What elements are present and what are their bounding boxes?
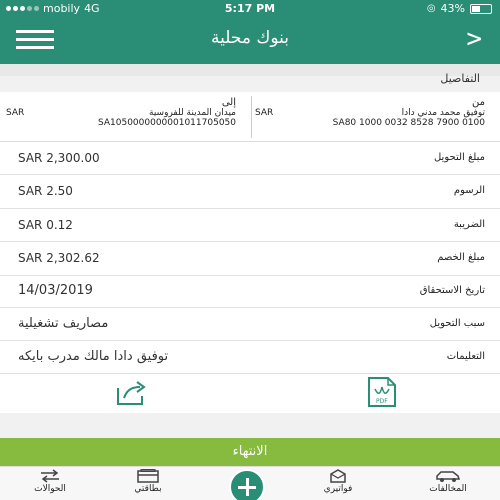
debit-amount-row [0, 242, 500, 276]
fees-value: SAR 2.50 [18, 184, 73, 198]
fees-row [0, 175, 500, 209]
transfer-details-card [0, 92, 500, 413]
due-date-value: 14/03/2019 [18, 283, 93, 298]
tab-my-card-label: بطاقتي [134, 484, 162, 494]
tab-violations[interactable] [408, 469, 488, 494]
transfer-amount-label: مبلغ التحويل [433, 152, 485, 163]
transfer-reason-label: سبب التحويل [429, 318, 485, 329]
bills-icon [327, 469, 349, 483]
card-icon [136, 469, 160, 483]
location-icon: ◎ [426, 3, 436, 14]
party-divider [251, 96, 252, 138]
network-type: 4G [84, 2, 100, 15]
app-header [0, 0, 500, 64]
from-iban: SA80 1000 0032 8528 7900 0100 [332, 118, 485, 128]
to-name: ميدان المدينة للفروسية [149, 108, 236, 118]
transfer-reason-row [0, 308, 500, 341]
tax-row [0, 209, 500, 242]
fees-label: الرسوم [453, 185, 485, 196]
tab-my-card[interactable] [108, 469, 188, 494]
instructions-value: توفيق دادا مالك مدرب بايكه [18, 349, 169, 364]
debit-amount-value: SAR 2,302.62 [18, 251, 100, 265]
from-to-section [0, 92, 500, 142]
instructions-row [0, 341, 500, 374]
tab-my-bills-label: فواتيري [323, 484, 353, 494]
tab-my-bills[interactable] [298, 469, 378, 494]
status-time: 5:17 PM [224, 2, 276, 15]
transfer-amount-row [0, 142, 500, 175]
to-heading: إلى [221, 97, 236, 108]
tab-transfers-label: الحوالات [34, 484, 66, 494]
to-party [6, 97, 236, 128]
transfer-arrows-icon [39, 469, 61, 483]
pdf-icon[interactable] [366, 377, 398, 407]
carrier-name: mobily [43, 2, 81, 15]
svg-text:PDF: PDF [376, 398, 388, 405]
chevron-right-icon[interactable]: > [466, 24, 482, 54]
plus-icon[interactable] [229, 469, 265, 500]
due-date-row [0, 276, 500, 308]
instructions-label: التعليمات [446, 351, 485, 362]
to-iban: SA1050000000001011705050 [97, 118, 236, 128]
header-pattern [0, 64, 500, 76]
battery-percent: 43% [440, 2, 465, 15]
actions-row [0, 374, 500, 413]
from-currency: SAR [255, 108, 274, 118]
tax-value: SAR 0.12 [18, 218, 73, 232]
tab-violations-label: المخالفات [429, 484, 467, 494]
due-date-label: تاريخ الاستحقاق [419, 285, 485, 296]
from-heading: من [472, 97, 485, 108]
to-currency: SAR [6, 108, 25, 118]
battery-info [427, 2, 492, 15]
tab-transfers[interactable] [10, 469, 90, 494]
from-name: توفيق محمد مدني دادا [401, 108, 485, 118]
car-icon [435, 469, 461, 483]
debit-amount-label: مبلغ الخصم [437, 252, 485, 263]
finish-button[interactable]: الانتهاء [0, 438, 500, 466]
transfer-amount-value: SAR 2,300.00 [18, 151, 100, 165]
page-title: بنوك محلية [210, 28, 289, 48]
transfer-reason-value: مصاريف تشغيلية [18, 316, 109, 331]
tax-label: الضريبة [453, 219, 485, 230]
share-icon[interactable] [115, 380, 149, 406]
battery-icon [470, 4, 492, 14]
bottom-tab-bar [0, 466, 500, 500]
details-heading: التفاصيل [440, 72, 480, 85]
status-bar [0, 0, 500, 17]
from-party [255, 97, 485, 128]
nav-bar [0, 17, 500, 64]
